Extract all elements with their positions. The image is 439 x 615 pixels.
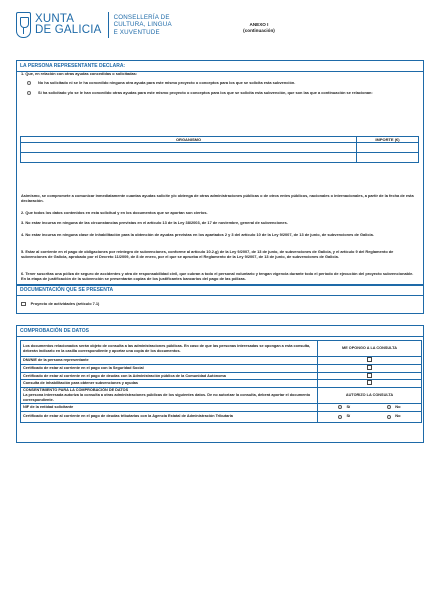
consent-title: CONSENTIMIENTO PARA LA COMPROBACIÓN DE DATOS xyxy=(23,388,129,393)
annex-label xyxy=(234,22,284,34)
page-header xyxy=(16,12,426,52)
no-option[interactable] xyxy=(387,414,400,419)
option-radio[interactable] xyxy=(27,91,31,95)
oppose-checkbox[interactable] xyxy=(367,380,372,385)
check-row-label: DNI/NIE de la persona representante xyxy=(21,357,318,365)
annex-title: ANEXO I xyxy=(249,22,269,27)
no-radio[interactable] xyxy=(387,415,391,419)
organism-cell[interactable] xyxy=(21,153,357,163)
oppose-cell xyxy=(318,372,422,380)
oppose-checkbox[interactable] xyxy=(367,373,372,378)
department-line-1: CONSELLERÍA DE xyxy=(113,14,170,22)
oppose-cell xyxy=(318,357,422,365)
annex-subtitle: (continuación) xyxy=(243,28,275,33)
logo-line-2: DE GALICIA xyxy=(35,24,102,36)
commitment-paragraph: Asimismo, se compromete a comunicar inmediatamente cuantas ayudas solicite y/o obtenga de otras administraciones públicas o de otros entes públicos, nacionales o internacionales, a partir de la fecha de esta declaración. xyxy=(21,193,414,204)
oppose-cell xyxy=(318,380,422,388)
check-row-label: Certificado de estar al corriente en el pago de deudas con la Administración pública de la Comunidad Autónoma xyxy=(21,372,318,380)
declaration-section xyxy=(16,60,424,286)
oppose-checkbox[interactable] xyxy=(367,365,372,370)
option-not-requested[interactable] xyxy=(27,80,417,85)
document-checkbox[interactable] xyxy=(21,302,26,307)
department-line-2: CULTURA, LINGUA xyxy=(113,21,172,29)
option-label: No ha solicitado ni se le ha concedido ninguna otra ayuda para este mismo proyecto o conceptos para los que se solicita esta subvención. xyxy=(38,80,296,85)
yes-radio[interactable] xyxy=(338,415,342,419)
oppose-header: ME OPONGO A LA CONSULTA xyxy=(318,341,422,357)
declaration-item-6: 6. Tener suscritas una póliza de seguro de accidentes y otra de responsabilidad civil, que cubran a todo el personal voluntario y tengan vigencia durante todo el período de ejecución del proyecto subvencionable. En la etapa de justificación de la subvención se presentarán copias de los justificantes bancarios del pago de las pólizas. xyxy=(21,271,414,282)
department-line-3: E XUVENTUDE xyxy=(113,28,160,36)
no-radio[interactable] xyxy=(387,405,391,409)
column-header-amount: IMPORTE (€) xyxy=(357,137,419,143)
consent-intro xyxy=(21,388,318,404)
documents-section xyxy=(16,284,424,314)
authorize-cell xyxy=(318,411,422,422)
consent-text: La persona interesada autoriza la consulta a otras administraciones públicas de los siguientes datos. De no autorizar la consulta, deberá aportar el documento correspondiente. xyxy=(23,393,311,403)
declaration-item-5: 5. Estar al corriente en el pago de obligaciones por reintegro de subvenciones, conforme al artículo 10.2.g) de la Ley 9/2007, de 13 de junio, de subvenciones de Galicia, y el artículo 9 del Reglamento de subvenciones de Galicia, aprobado por el Decreto 11/2009, de 8 de enero, por el que se aprueba el Reglamento de la Ley 9/2007, de 13 de junio, de subvenciones de Galicia. xyxy=(21,249,394,260)
document-item[interactable] xyxy=(17,296,423,311)
declaration-item-3: 3. No estar incursa en ninguna de las circunstancias previstas en el artículo 13 de la Ley 38/2003, de 17 de noviembre, general de subvenciones. xyxy=(21,220,288,225)
logo-divider xyxy=(108,12,109,38)
oppose-checkbox[interactable] xyxy=(367,357,372,362)
yes-label: Sí xyxy=(346,403,351,409)
option-requested[interactable] xyxy=(27,90,417,95)
column-header-organism: ORGANISMO xyxy=(21,137,357,143)
option-radio[interactable] xyxy=(27,81,31,85)
document-label: Proyecto de actividades (artículo 7.1) xyxy=(30,301,100,306)
question-1: 1. Que, en relación con otras ayudas concedidas o solicitadas: xyxy=(21,71,138,76)
no-label: No xyxy=(395,413,401,419)
galicia-crest-icon xyxy=(16,12,31,38)
oppose-cell xyxy=(318,364,422,372)
no-label: No xyxy=(395,403,401,409)
xunta-logo xyxy=(16,12,172,38)
check-row-label: Certificado de estar al corriente en el pago con la Seguridad Social xyxy=(21,364,318,372)
option-label: Sí ha solicitado y/o se le han concedido otras ayudas para este mismo proyecto o conceptos para los que se solicita esta subvención, que son las que a continuación se relacionan: xyxy=(38,90,373,95)
yes-label: Sí xyxy=(346,413,351,419)
authorize-cell xyxy=(318,404,422,411)
organism-cell[interactable] xyxy=(21,143,357,153)
yes-option[interactable] xyxy=(338,405,350,410)
other-aid-table xyxy=(20,136,419,163)
section-title: LA PERSONA REPRESENTANTE DECLARA: xyxy=(17,61,423,72)
declaration-item-4: 4. No estar incursa en ninguna clase de inhabilitación para la obtención de ayudas previstas en los apartados 2 y 3 del artículo 10 de la Ley 9/2007, de 13 de junio, de subvenciones de Galicia. xyxy=(21,232,374,237)
consent-row-label: Certificado de estar al corriente en el pago de deudas tributarias con la Agencia Estatal de Administración Tributaria xyxy=(21,411,318,422)
section-title: COMPROBACIÓN DE DATOS xyxy=(17,326,423,337)
amount-cell[interactable] xyxy=(357,143,419,153)
data-check-table xyxy=(20,340,422,423)
section-title: DOCUMENTACIÓN QUE SE PRESENTA xyxy=(17,285,423,296)
authorize-header: AUTORIZO LA CONSULTA xyxy=(318,388,422,404)
declaration-item-2: 2. Que todos los datos contenidos en esta solicitud y en los documentos que se aportan son ciertos. xyxy=(21,210,208,215)
yes-option[interactable] xyxy=(338,414,350,419)
yes-radio[interactable] xyxy=(338,405,342,409)
no-option[interactable] xyxy=(387,405,400,410)
check-intro: Los documentos relacionados serán objeto de consulta a las administraciones públicas. En caso de que las personas interesadas se opongan a esta consulta, deberán indicarlo en la casilla correspondiente y aportar una copia de los documentos. xyxy=(21,341,318,357)
amount-cell[interactable] xyxy=(357,153,419,163)
consent-row-label: NIF de la entidad solicitante xyxy=(21,404,318,411)
department-name xyxy=(114,14,172,36)
check-row-label: Consulta de inhabilitación para obtener subvenciones y ayudas xyxy=(21,380,318,388)
logo-line-1: XUNTA xyxy=(35,13,75,25)
data-check-section xyxy=(16,325,424,443)
